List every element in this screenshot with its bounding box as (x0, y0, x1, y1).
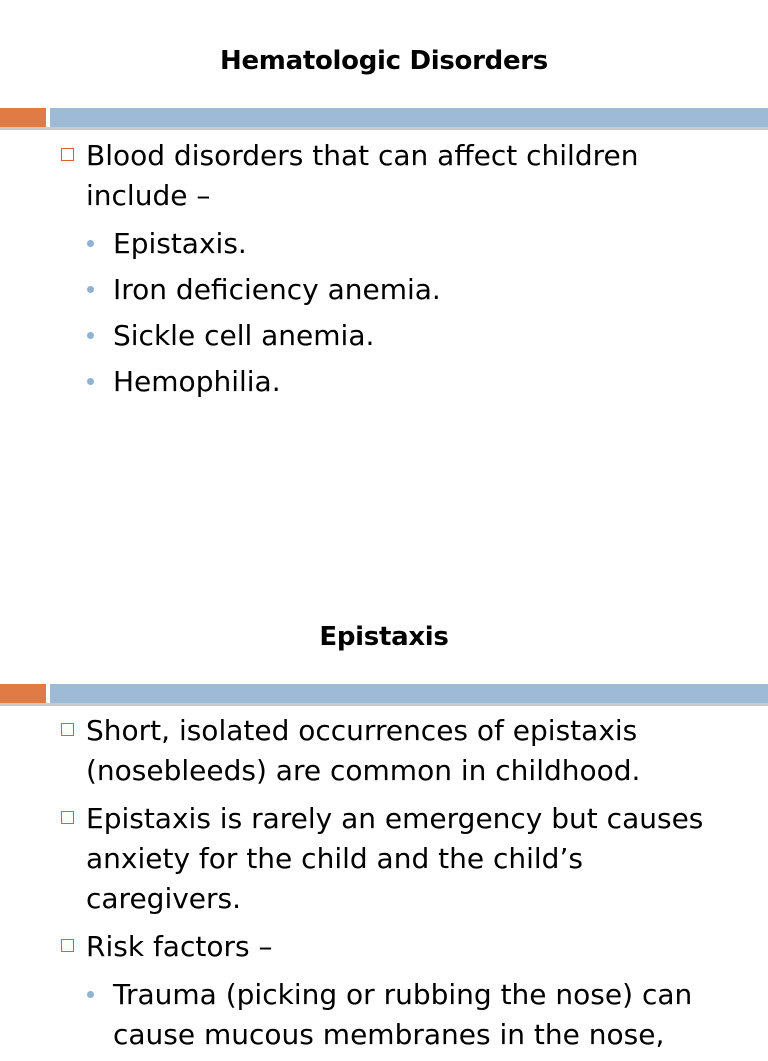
dot-bullet-icon (87, 991, 94, 998)
bullet-text: Hemophilia. (113, 365, 281, 398)
divider-shadow (0, 703, 768, 706)
bullet-text: Blood disorders that can affect children include – (86, 139, 639, 212)
divider-accent-orange (0, 684, 46, 703)
slide-title: Hematologic Disorders (220, 46, 548, 76)
bullet-item (0, 711, 768, 791)
bullet-text: Short, isolated occurrences of epistaxis (nosebleeds) are common in childhood. (86, 714, 641, 787)
square-bullet-icon (61, 939, 74, 952)
square-bullet-icon (61, 723, 74, 736)
bullet-list (0, 711, 768, 1061)
bullet-item (0, 799, 768, 919)
bullet-item (0, 927, 768, 967)
sub-bullet-item (0, 975, 768, 1055)
title-divider-bar (0, 682, 768, 708)
bullet-text: Sickle cell anemia. (113, 319, 375, 352)
square-bullet-icon (61, 811, 74, 824)
bullet-text: Risk factors – (86, 930, 273, 963)
divider-accent-blue (50, 684, 768, 703)
slide-title: Epistaxis (319, 622, 449, 652)
bullet-text: Epistaxis. (113, 227, 247, 260)
bullet-text: Epistaxis is rarely an emergency but causes anxiety for the child and the child’s caregivers. (86, 802, 704, 915)
bullet-text: Iron deficiency anemia. (113, 273, 441, 306)
bullet-text: Trauma (picking or rubbing the nose) can cause mucous membranes in the nose, (113, 978, 693, 1051)
